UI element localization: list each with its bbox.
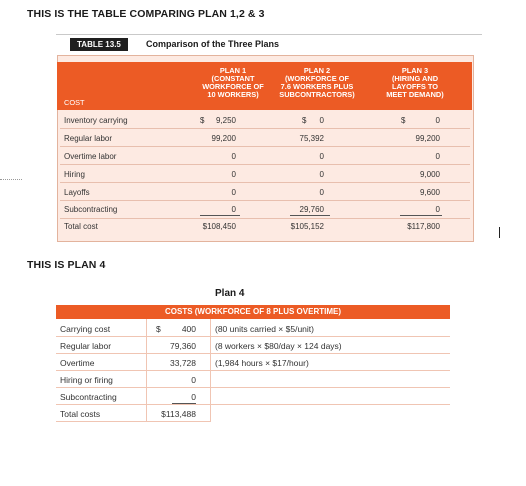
row-divider	[60, 200, 470, 201]
cell-plan1: 0	[231, 205, 236, 214]
cell-plan2: 0	[319, 152, 324, 161]
row-divider	[60, 182, 470, 183]
plan4-value: 79,360	[170, 341, 196, 351]
header-plan-2: PLAN 2 (WORKFORCE OF 7.6 WORKERS PLUS SUBCONTRACTORS)	[279, 66, 355, 99]
row-divider	[56, 353, 450, 354]
header-cost: COST	[64, 98, 85, 107]
row-label: Total cost	[64, 222, 98, 231]
plan4-note: (80 units carried × $5/unit)	[215, 324, 314, 334]
row-label: Subcontracting	[64, 205, 118, 214]
currency-symbol: $	[401, 116, 406, 125]
currency-symbol: $	[302, 116, 307, 125]
cell-plan1: 0	[231, 152, 236, 161]
currency-symbol: $	[200, 116, 205, 125]
cell-plan3: 99,200	[415, 134, 440, 143]
dotted-divider	[0, 179, 22, 180]
column-divider	[146, 319, 147, 422]
plan4-value: 400	[181, 324, 196, 334]
cell-plan2: 75,392	[299, 134, 324, 143]
column-divider	[210, 319, 211, 422]
sum-underline	[290, 215, 330, 216]
plan4-header-band: COSTS (WORKFORCE OF 8 PLUS OVERTIME)	[56, 305, 450, 319]
table-number-tag: TABLE 13.5	[70, 38, 128, 51]
plan4-row-label: Carrying cost	[60, 324, 111, 334]
header-plan-1: PLAN 1 (CONSTANT WORKFORCE OF 10 WORKERS)	[202, 66, 264, 99]
cell-plan3: 0	[435, 205, 440, 214]
row-divider	[60, 146, 470, 147]
plan4-value: 0	[191, 392, 196, 402]
plan4-note: (1,984 hours × $17/hour)	[215, 358, 309, 368]
row-label: Regular labor	[64, 134, 113, 143]
header-plan-3: PLAN 3 (HIRING AND LAYOFFS TO MEET DEMAND)	[386, 66, 444, 99]
row-divider	[56, 421, 211, 422]
plan4-title: Plan 4	[215, 288, 245, 299]
cell-plan2: 0	[319, 170, 324, 179]
cell-plan3: 0	[435, 116, 440, 125]
plan4-total-value: $113,488	[161, 409, 196, 419]
currency-symbol: $	[156, 324, 161, 334]
cell-plan2: 0	[319, 188, 324, 197]
row-divider	[60, 164, 470, 165]
cell-plan3: 0	[435, 152, 440, 161]
sum-underline	[172, 403, 196, 404]
plan4-row-label: Overtime	[60, 358, 95, 368]
cell-plan2-total: $105,152	[290, 222, 324, 231]
cell-plan1: 0	[231, 170, 236, 179]
plan4-value: 33,728	[170, 358, 196, 368]
plan4-note: (8 workers × $80/day × 124 days)	[215, 341, 342, 351]
cell-plan1-total: $108,450	[202, 222, 236, 231]
cell-plan2: 29,760	[299, 205, 324, 214]
plan4-row-label: Subcontracting	[60, 392, 117, 402]
row-label: Inventory carrying	[64, 116, 128, 125]
sum-underline	[400, 215, 442, 216]
text-cursor	[499, 227, 500, 238]
plan4-row-label: Regular labor	[60, 341, 112, 351]
row-divider	[56, 387, 450, 388]
row-divider	[56, 370, 450, 371]
cell-plan2: 0	[319, 116, 324, 125]
cell-plan1: 0	[231, 188, 236, 197]
cell-plan3: 9,000	[419, 170, 440, 179]
cell-plan1: 99,200	[211, 134, 236, 143]
plan4-row-label: Hiring or firing	[60, 375, 113, 385]
plan4-value: 0	[191, 375, 196, 385]
page-heading-comparison: THIS IS THE TABLE COMPARING PLAN 1,2 & 3	[27, 8, 265, 20]
row-label: Overtime labor	[64, 152, 117, 161]
table-caption: Comparison of the Three Plans	[146, 39, 280, 49]
plan4-row-label: Total costs	[60, 409, 101, 419]
row-divider	[56, 336, 450, 337]
cell-plan3-total: $117,800	[407, 222, 440, 231]
sum-underline	[200, 215, 240, 216]
page-heading-plan4: THIS IS PLAN 4	[27, 259, 106, 271]
row-divider	[60, 128, 470, 129]
row-divider	[56, 404, 450, 405]
row-label: Hiring	[64, 170, 85, 179]
row-divider	[60, 218, 470, 219]
row-label: Layoffs	[64, 188, 90, 197]
cell-plan3: 9,600	[419, 188, 440, 197]
cell-plan1: 9,250	[215, 116, 236, 125]
